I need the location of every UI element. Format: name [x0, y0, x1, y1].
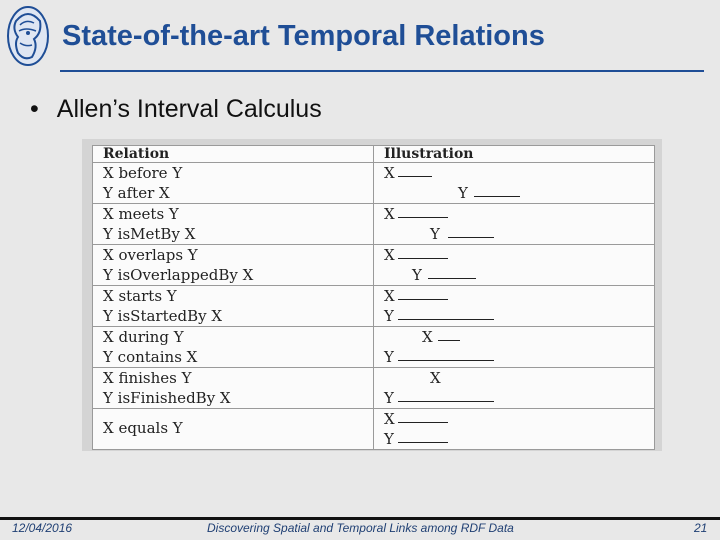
illustration-row — [384, 306, 654, 326]
university-logo — [4, 3, 52, 69]
relation-text: Y isFinishedBy X — [103, 389, 231, 407]
illustration-row — [384, 327, 654, 347]
table-header-row — [93, 146, 655, 163]
interval-label: X — [384, 246, 395, 264]
illustration-row — [384, 204, 654, 224]
interval-bar — [398, 217, 448, 218]
illustration-cell — [374, 409, 655, 450]
table-row — [93, 163, 655, 204]
illustration-cell — [374, 204, 655, 245]
slide-title: State-of-the-art Temporal Relations — [62, 20, 545, 52]
table-row — [93, 409, 655, 450]
interval-bar — [398, 401, 494, 402]
athena-head-icon — [4, 3, 52, 69]
relation-text: X during Y — [103, 328, 184, 346]
bullet-icon: • — [30, 95, 39, 123]
interval-label: Y — [384, 430, 394, 448]
footer-date: 12/04/2016 — [12, 521, 73, 535]
interval-bar — [398, 176, 432, 177]
table-row — [93, 327, 655, 368]
interval-label: Y — [384, 348, 394, 366]
table-row — [93, 368, 655, 409]
interval-label: X — [430, 369, 441, 387]
interval-bar — [398, 319, 494, 320]
relation-text: X starts Y — [103, 287, 177, 305]
relation-text: X meets Y — [103, 205, 179, 223]
relation-cell — [93, 286, 374, 327]
interval-label: Y — [412, 266, 422, 284]
relation-cell — [93, 368, 374, 409]
illustration-cell — [374, 163, 655, 204]
page-number: 21 — [694, 521, 708, 535]
interval-label: Y — [458, 184, 468, 202]
relation-cell — [93, 163, 374, 204]
interval-bar — [398, 442, 448, 443]
footer-title: Discovering Spatial and Temporal Links among RDF Data — [207, 521, 514, 535]
illustration-row — [384, 183, 654, 203]
relation-text: Y isMetBy X — [103, 225, 196, 243]
interval-bar — [398, 422, 448, 423]
illustration-row — [384, 286, 654, 306]
interval-label: Y — [430, 225, 440, 243]
relation-text: Y after X — [103, 184, 170, 202]
allen-relations-table — [92, 145, 655, 450]
interval-label: X — [384, 164, 395, 182]
illustration-row — [384, 265, 654, 285]
interval-label: X — [384, 410, 395, 428]
illustration-cell — [374, 286, 655, 327]
illustration-row — [384, 368, 654, 388]
interval-bar — [428, 278, 476, 279]
illustration-row — [384, 347, 654, 367]
interval-label: X — [384, 205, 395, 223]
relation-text: X before Y — [103, 164, 183, 182]
relation-text: X overlaps Y — [103, 246, 198, 264]
table-row — [93, 245, 655, 286]
illustration-row — [384, 245, 654, 265]
illustration-row — [384, 224, 654, 244]
interval-label: Y — [384, 307, 394, 325]
illustration-cell — [374, 327, 655, 368]
bullet-text: Allen’s Interval Calculus — [56, 95, 322, 123]
header-relation: Relation — [93, 146, 374, 163]
interval-bar — [448, 237, 494, 238]
interval-bar — [398, 360, 494, 361]
illustration-row — [384, 388, 654, 408]
table-row — [93, 286, 655, 327]
relation-cell — [93, 327, 374, 368]
interval-label: X — [384, 287, 395, 305]
relation-text: Y isOverlappedBy X — [103, 266, 254, 284]
bullet-item — [30, 95, 322, 124]
table-row — [93, 204, 655, 245]
interval-label: X — [422, 328, 433, 346]
interval-bar — [398, 258, 448, 259]
footer-rule — [0, 517, 720, 520]
illustration-row — [384, 163, 654, 183]
interval-bar — [474, 196, 520, 197]
relation-cell — [93, 204, 374, 245]
relation-cell — [93, 409, 374, 450]
illustration-row — [384, 429, 654, 449]
relation-text: X finishes Y — [103, 369, 192, 387]
illustration-cell — [374, 245, 655, 286]
header-illustration: Illustration — [374, 146, 655, 163]
illustration-cell — [374, 368, 655, 409]
title-underline — [60, 70, 704, 72]
relation-cell — [93, 245, 374, 286]
interval-bar — [398, 299, 448, 300]
relation-text: Y isStartedBy X — [103, 307, 223, 325]
relation-text: Y contains X — [103, 348, 198, 366]
illustration-row — [384, 409, 654, 429]
interval-bar — [438, 340, 460, 341]
interval-label: Y — [384, 389, 394, 407]
relation-text: X equals Y — [103, 419, 183, 437]
